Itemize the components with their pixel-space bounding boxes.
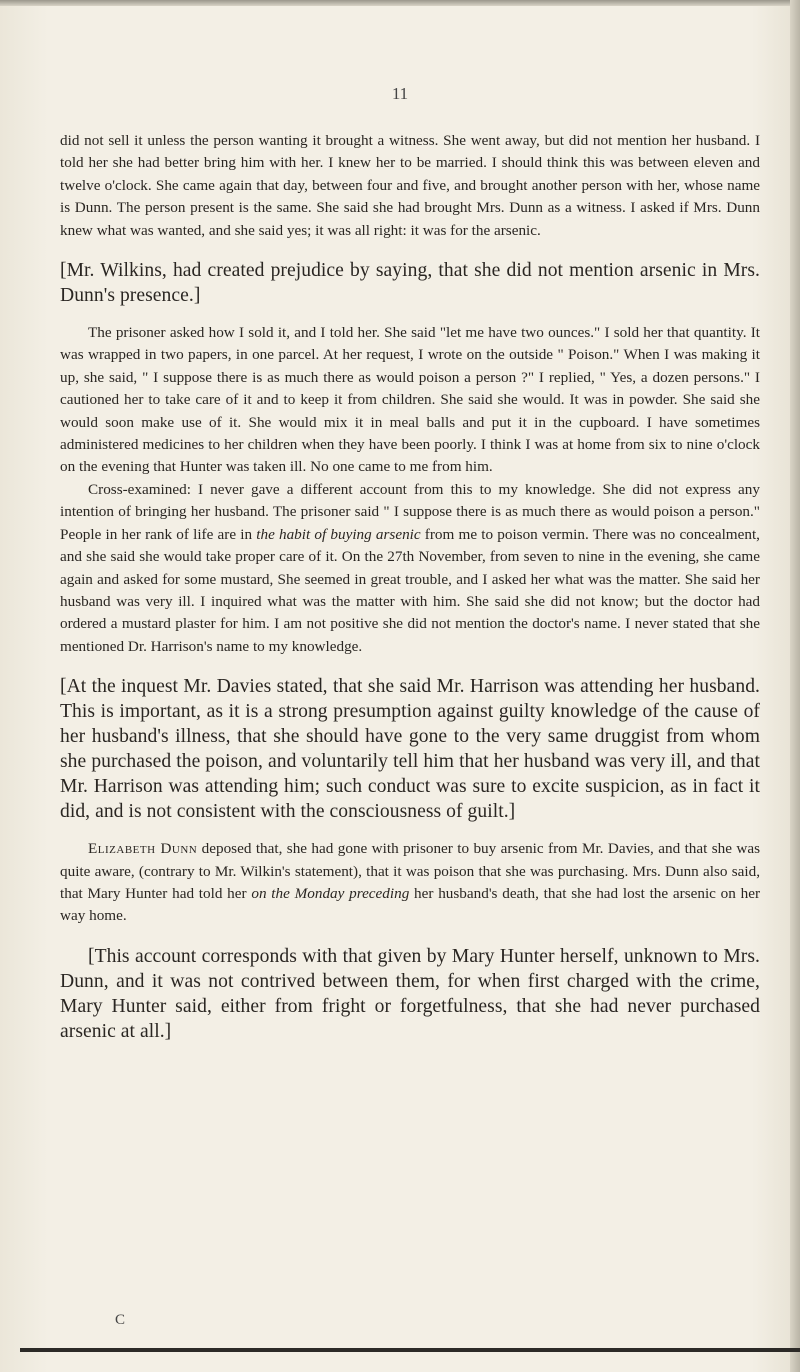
editorial-note-wilkins: [Mr. Wilkins, had created prejudice by saying, that she did not mention arsenic in Mrs. Dunn's presence.] bbox=[60, 260, 760, 307]
signature-mark: C bbox=[115, 1312, 126, 1328]
dunn-text-b: her husband's death, that she had lost the arsenic on her way home. bbox=[60, 884, 760, 925]
dunn-italic: on the Monday preceding bbox=[251, 884, 410, 902]
page-number: 11 bbox=[391, 84, 409, 103]
right-page-edge bbox=[790, 0, 800, 1372]
witness-name: Elizabeth Dunn bbox=[88, 840, 198, 858]
cross-examined-italic: the habit of buying arsenic bbox=[256, 525, 421, 543]
paragraph-testimony-continued: did not sell it unless the person wanting it brought a witness. She went away, but did not mention her husband. I told her she had better bring him with her. I knew her to be married. I should think this was between eleven and twelve o'clock. She came again that day, between four and five, and brought another person with her, whose name is Dunn. The person present is the same. She said she had brought Mrs. Dunn as a witness. I asked if Mrs. Dunn knew what was wanted, and she said yes; it was all right: it was for the arsenic. bbox=[60, 132, 760, 239]
bottom-page-edge bbox=[20, 1348, 800, 1352]
paragraph-sale-account: The prisoner asked how I sold it, and I told her. She said "let me have two ounces." I sold her that quantity. It was wrapped in two papers, in one parcel. At her request, I wrote on the outside " Poison." When I was making it up, she said, " I suppose there is as much there as would poison a person ?" I replied, " Yes, a dozen persons." I cautioned her to take care of it and to keep it from children. She said she would. It was in powder. She said she would soon make use of it. She would mix it in meal balls and put it in the cupboard. I have sometimes administered medicines to her children when they have been poorly. I think I was at home from six to nine o'clock on the evening that Hunter was taken ill. No one came to me from him. bbox=[60, 324, 760, 476]
dunn-text-a: deposed that, she had gone with prisoner to buy arsenic from Mr. Davies, and that she was quite aware, (contrary to Mr. Wilkin's statement), that it was poison that she was purchasing. Mrs. Dunn also said, that Mary Hunter had told her bbox=[60, 840, 761, 902]
body-text bbox=[60, 130, 760, 1044]
cross-examined-text-a: Cross-examined: I never gave a different account from this to my knowledge. She did not express any intention of bringing her husband. The prisoner said " I suppose there is as much there as would poison a person." People in her rank of life are in bbox=[60, 480, 760, 543]
editorial-note-inquest: [At the inquest Mr. Davies stated, that she said Mr. Harrison was attending her husband. This is important, as it is a strong presumption against guilty knowledge of the cause of her husband's illness, that she should have gone to the very same druggist from whom she purchased the poison, and voluntarily tell him that her husband was very ill, and that Mr. Harrison was attending him; such conduct was sure to excite suspicion, as in fact it did, and is not consistent with the consciousness of guilt.] bbox=[60, 676, 760, 823]
top-page-edge bbox=[0, 0, 800, 6]
paragraph-elizabeth-dunn bbox=[60, 838, 760, 928]
paragraph-cross-examined bbox=[60, 479, 760, 658]
editorial-note-account: [This account corresponds with that given by Mary Hunter herself, unknown to Mrs. Dunn, and it was not contrived between them, for when first charged with the crime, Mary Hunter said, either from fright or forgetfulness, that she had never purchased arsenic at all.] bbox=[60, 945, 760, 1042]
cross-examined-text-b: from me to poison vermin. There was no concealment, and she said she would take proper care of it. On the 27th November, from seven to nine in the evening, she came again and asked for some mustard, She seemed in great trouble, and I asked her what was the matter. She said her husband was very ill. I inquired what was the matter with him. She said she did not know; but the doctor had ordered a mustard plaster for him. I am not positive she did not mention the doctor's name. I never stated that she mentioned Dr. Harrison's name to my knowledge. bbox=[60, 525, 760, 655]
